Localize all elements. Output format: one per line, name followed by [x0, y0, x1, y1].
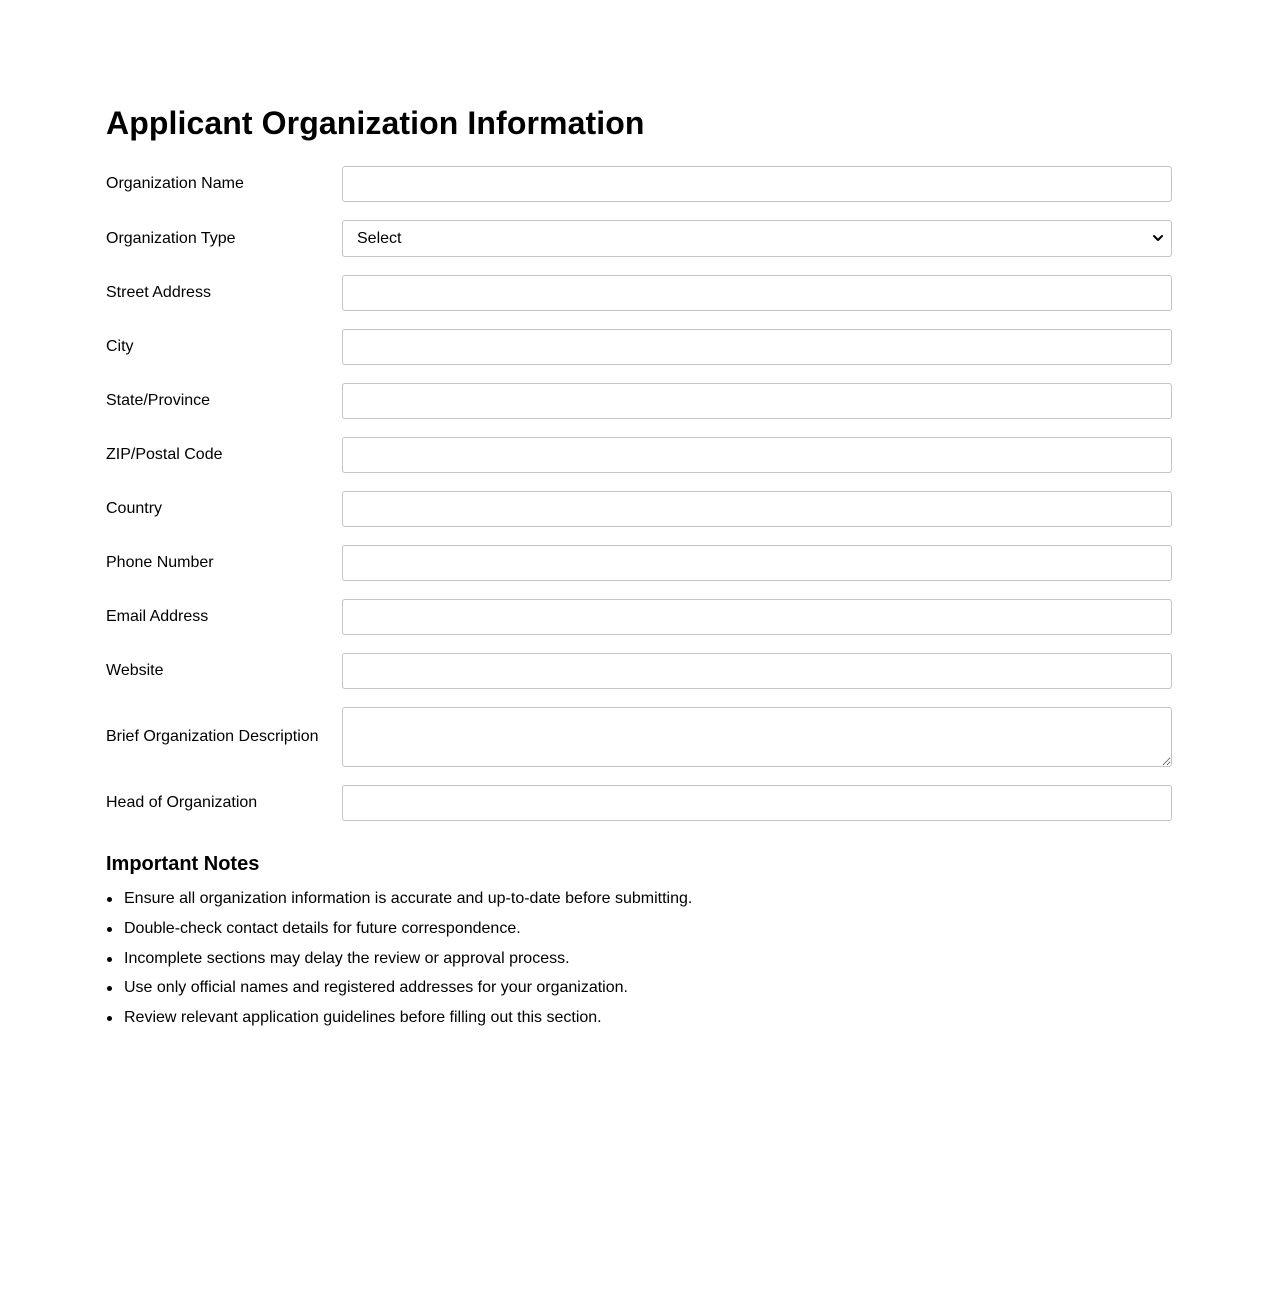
important-notes-title: Important Notes [106, 853, 260, 875]
street-address-label: Street Address [106, 284, 211, 301]
state-province-input[interactable] [342, 383, 1172, 419]
form-row-zip-postal-code [106, 437, 1172, 473]
website-input[interactable] [342, 653, 1172, 689]
form-row-head-of-organization [106, 785, 1172, 821]
city-label: City [106, 338, 134, 355]
page-title: Applicant Organization Information [106, 105, 645, 141]
important-notes-section [106, 852, 1172, 1028]
organization-name-input[interactable] [342, 166, 1172, 202]
list-item [124, 889, 1172, 909]
website-label: Website [106, 662, 164, 679]
email-address-label: Email Address [106, 608, 209, 625]
brief-description-textarea[interactable] [342, 707, 1172, 767]
email-address-input[interactable] [342, 599, 1172, 635]
phone-number-label: Phone Number [106, 554, 214, 571]
city-input[interactable] [342, 329, 1172, 365]
state-province-label: State/Province [106, 392, 211, 409]
zip-postal-code-label: ZIP/Postal Code [106, 446, 223, 463]
list-item [124, 1008, 1172, 1028]
organization-type-select[interactable] [342, 220, 1172, 257]
phone-number-input[interactable] [342, 545, 1172, 581]
note-text: Incomplete sections may delay the review or approval process. [124, 949, 570, 967]
bullet-icon [107, 897, 112, 902]
head-of-organization-label: Head of Organization [106, 794, 258, 811]
form-row-state-province [106, 383, 1172, 419]
important-notes-list [106, 889, 1172, 1028]
brief-description-wrapper [342, 707, 1172, 767]
form-row-phone-number [106, 545, 1172, 581]
street-address-input[interactable] [342, 275, 1172, 311]
list-item [124, 949, 1172, 969]
zip-postal-code-input[interactable] [342, 437, 1172, 473]
form-row-city [106, 329, 1172, 365]
form-row-country [106, 491, 1172, 527]
form-row-website [106, 653, 1172, 689]
bullet-icon [107, 986, 112, 991]
note-text: Review relevant application guidelines before filling out this section. [124, 1009, 602, 1027]
list-item [124, 978, 1172, 998]
note-text: Double-check contact details for future correspondence. [124, 919, 521, 937]
bullet-icon [107, 957, 112, 962]
bullet-icon [107, 927, 112, 932]
organization-type-label: Organization Type [106, 229, 236, 247]
organization-form [106, 166, 1172, 821]
brief-description-label: Brief Organization Description [106, 728, 319, 745]
form-row-brief-description [106, 707, 1172, 767]
note-text: Ensure all organization information is accurate and up-to-date before submitting. [124, 890, 693, 907]
organization-name-label: Organization Name [106, 175, 244, 192]
organization-type-select-wrapper [342, 220, 1172, 257]
form-row-street-address [106, 275, 1172, 311]
form-row-organization-type [106, 220, 1172, 257]
form-row-email-address [106, 599, 1172, 635]
note-text: Use only official names and registered addresses for your organization. [124, 979, 628, 997]
bullet-icon [107, 1016, 112, 1021]
country-label: Country [106, 500, 163, 517]
list-item [124, 919, 1172, 939]
head-of-organization-input[interactable] [342, 785, 1172, 821]
country-input[interactable] [342, 491, 1172, 527]
form-row-organization-name [106, 166, 1172, 202]
